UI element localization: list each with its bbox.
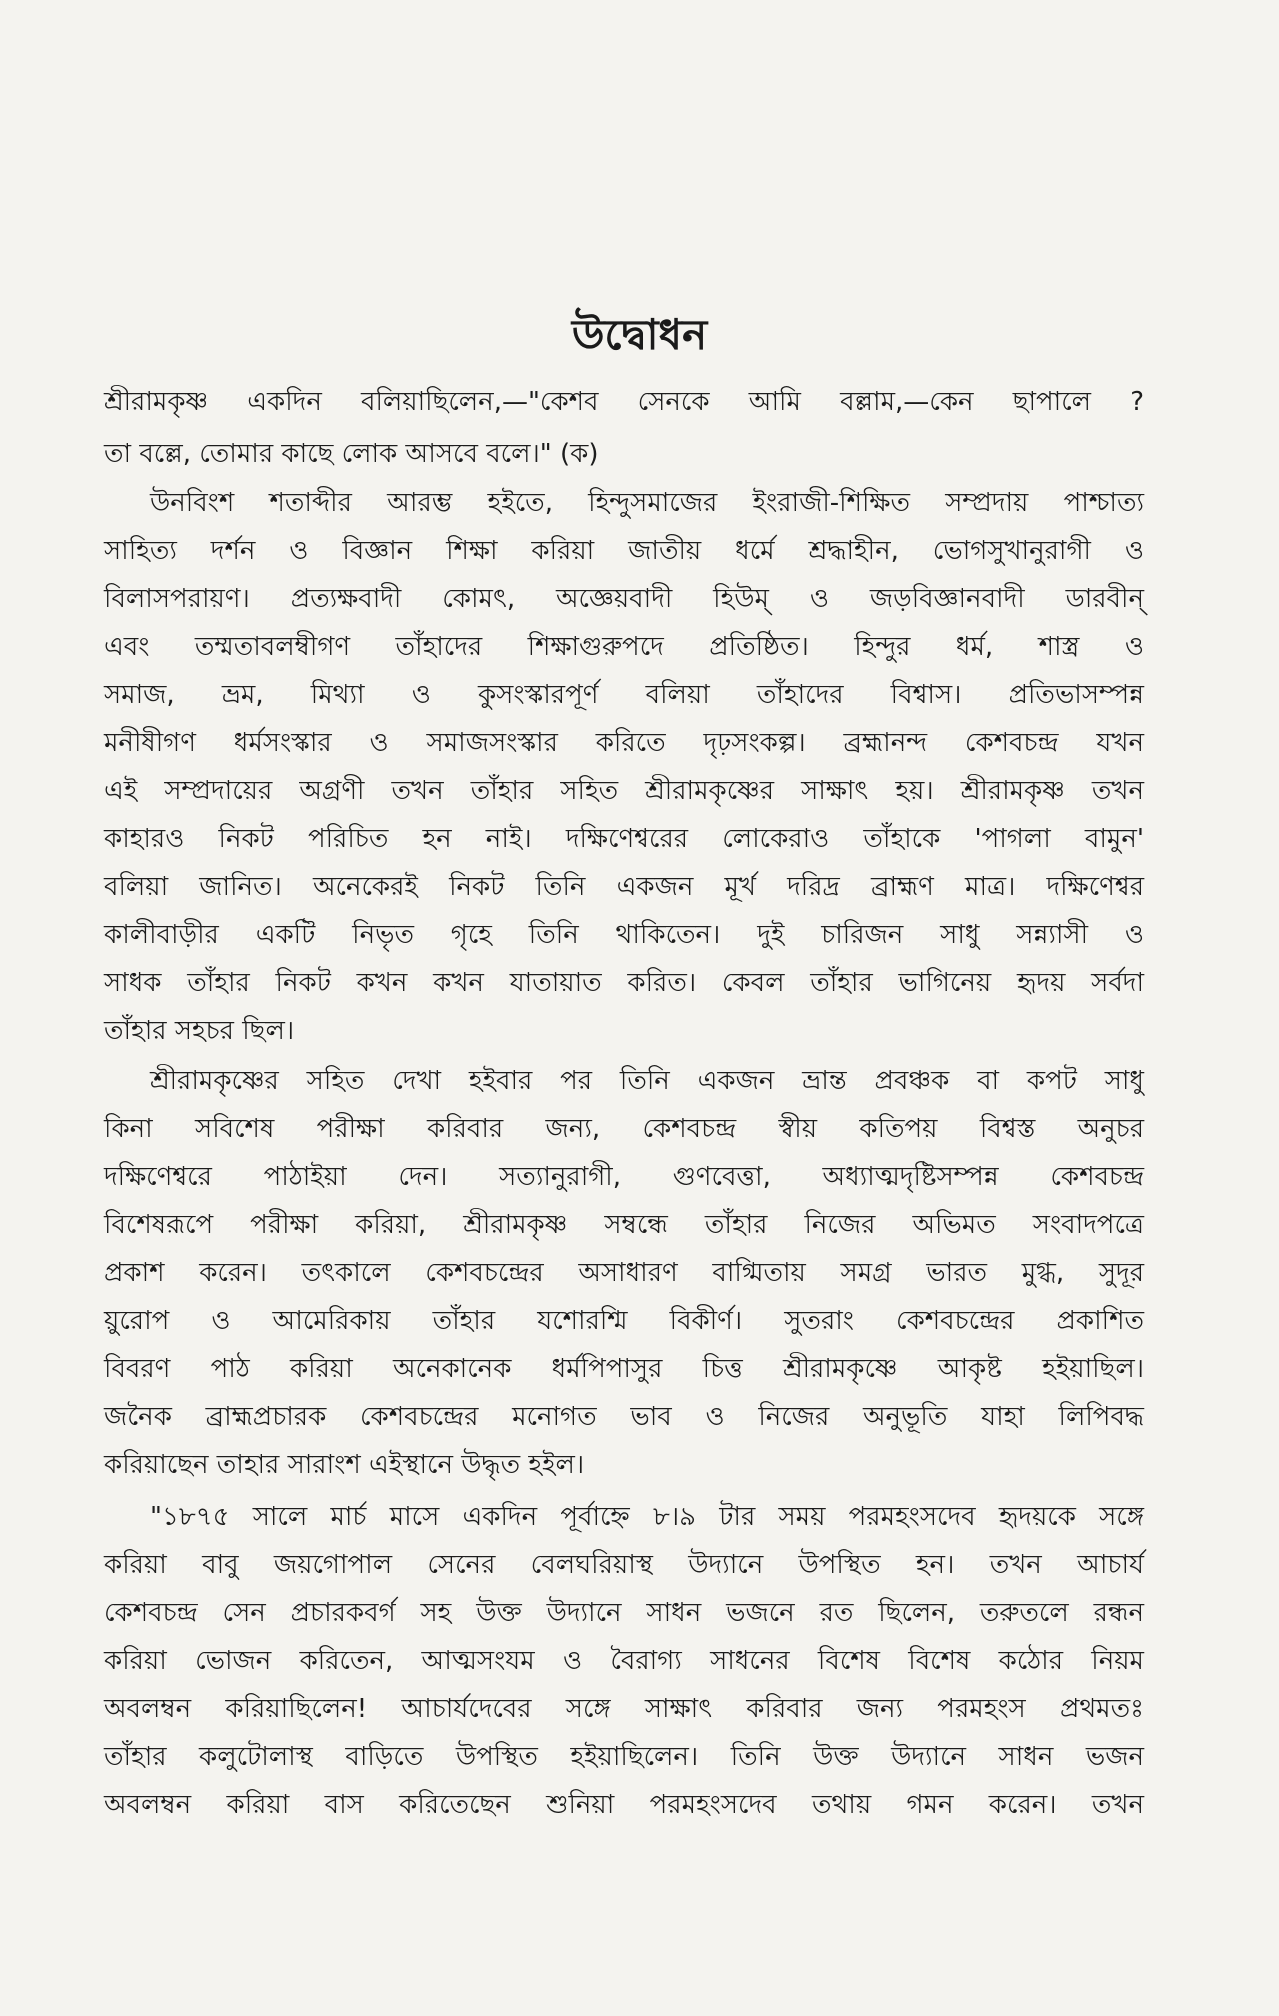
text-line: করিয়াছেন তাহার সারাংশ এইস্থানে উদ্ধৃত হইল। <box>104 1450 585 1480</box>
text-line: বিবরণ পাঠ করিয়া অনেকানেক ধর্মপিপাসুর চিত্ত শ্রীরামকৃষ্ণে আকৃষ্ট হইয়াছিল। <box>104 1354 1144 1384</box>
text-line: সমাজ, ভ্রম, মিথ্যা ও কুসংস্কারপূর্ণ বলিয়া তাঁহাদের বিশ্বাস। প্রতিভাসম্পন্ন <box>104 680 1144 710</box>
text-line: সাহিত্য দর্শন ও বিজ্ঞান শিক্ষা করিয়া জাতীয় ধর্মে শ্রদ্ধাহীন, ভোগসুখানুরাগী ও <box>104 536 1144 566</box>
text-line: কালীবাড়ীর একটি নিভৃত গৃহে তিনি থাকিতেন। দুই চারিজন সাধু সন্ন্যাসী ও <box>104 920 1144 950</box>
text-line: বিলাসপরায়ণ। প্রত্যক্ষবাদী কোমৎ, অজ্ঞেয়বাদী হিউম্ ও জড়বিজ্ঞানবাদী ডারবীন্ <box>104 584 1144 614</box>
text-line: য়ুরোপ ও আমেরিকায় তাঁহার যশোরশ্মি বিকীর্ণ। সুতরাং কেশবচন্দ্রের প্রকাশিত <box>104 1306 1144 1336</box>
text-line: সাধক তাঁহার নিকট কখন কখন যাতায়াত করিত। কেবল তাঁহার ভাগিনেয় হৃদয় সর্বদা <box>104 968 1144 998</box>
text-line: তাঁহার কলুটোলাস্থ বাড়িতে উপস্থিত হইয়াছিলেন। তিনি উক্ত উদ্যানে সাধন ভজন <box>104 1742 1144 1772</box>
text-line: "১৮৭৫ সালে মার্চ মাসে একদিন পূর্বাহ্নে ৮।৯ টার সময় পরমহংসদেব হৃদয়কে সঙ্গে <box>150 1502 1144 1532</box>
text-line: শ্রীরামকৃষ্ণ একদিন বলিয়াছিলেন,—"কেশব সেনকে আমি বল্লাম,—কেন ছাপালে ? <box>104 387 1144 417</box>
text-line: বলিয়া জানিত। অনেকেরই নিকট তিনি একজন মূর্খ দরিদ্র ব্রাহ্মণ মাত্র। দক্ষিণেশ্বর <box>104 872 1144 902</box>
text-line: করিয়া বাবু জয়গোপাল সেনের বেলঘরিয়াস্থ উদ্যানে উপস্থিত হন। তখন আচার্য <box>104 1550 1144 1580</box>
text-line: অবলম্বন করিয়া বাস করিতেছেন শুনিয়া পরমহংসদেব তথায় গমন করেন। তখন <box>104 1790 1144 1820</box>
text-line: জনৈক ব্রাহ্মপ্রচারক কেশবচন্দ্রের মনোগত ভাব ও নিজের অনুভূতি যাহা লিপিবদ্ধ <box>104 1402 1144 1432</box>
text-line: কেশবচন্দ্র সেন প্রচারকবর্গ সহ উক্ত উদ্যানে সাধন ভজনে রত ছিলেন, তরুতলে রন্ধন <box>104 1598 1144 1628</box>
page-title: উদ্বোধন <box>571 310 708 359</box>
text-line: অবলম্বন করিয়াছিলেন! আচার্যদেবের সঙ্গে সাক্ষাৎ করিবার জন্য পরমহংস প্রথমতঃ <box>104 1694 1144 1724</box>
text-line: কিনা সবিশেষ পরীক্ষা করিবার জন্য, কেশবচন্দ্র স্বীয় কতিপয় বিশ্বস্ত অনুচর <box>104 1114 1144 1144</box>
text-line: বিশেষরূপে পরীক্ষা করিয়া, শ্রীরামকৃষ্ণ সম্বন্ধে তাঁহার নিজের অভিমত সংবাদপত্রে <box>104 1210 1144 1240</box>
text-line: করিয়া ভোজন করিতেন, আত্মসংযম ও বৈরাগ্য সাধনের বিশেষ বিশেষ কঠোর নিয়ম <box>104 1646 1144 1676</box>
text-line: প্রকাশ করেন। তৎকালে কেশবচন্দ্রের অসাধারণ বাগ্মিতায় সমগ্র ভারত মুগ্ধ, সুদূর <box>104 1258 1144 1288</box>
text-line: তাঁহার সহচর ছিল। <box>104 1016 295 1046</box>
text-line: মনীষীগণ ধর্মসংস্কার ও সমাজসংস্কার করিতে দৃঢ়সংকল্প। ব্রহ্মানন্দ কেশবচন্দ্র যখন <box>104 728 1144 758</box>
text-line: কাহারও নিকট পরিচিত হন নাই। দক্ষিণেশ্বরের লোকেরাও তাঁহাকে 'পাগলা বামুন' <box>104 824 1144 854</box>
text-line: শ্রীরামকৃষ্ণের সহিত দেখা হইবার পর তিনি একজন ভ্রান্ত প্রবঞ্চক বা কপট সাধু <box>150 1066 1144 1096</box>
text-line: উনবিংশ শতাব্দীর আরম্ভ হইতে, হিন্দুসমাজের ইংরাজী-শিক্ষিত সম্প্রদায় পাশ্চাত্য <box>150 488 1144 518</box>
text-line: এবং তম্মতাবলম্বীগণ তাঁহাদের শিক্ষাগুরুপদে প্রতিষ্ঠিত। হিন্দুর ধর্ম, শাস্ত্র ও <box>104 632 1144 662</box>
text-line: এই সম্প্রদায়ের অগ্রণী তখন তাঁহার সহিত শ্রীরামকৃষ্ণের সাক্ষাৎ হয়। শ্রীরামকৃষ্ণ তখন <box>104 776 1144 806</box>
text-line: দক্ষিণেশ্বরে পাঠাইয়া দেন। সত্যানুরাগী, গুণবেত্তা, অধ্যাত্মদৃষ্টিসম্পন্ন কেশবচন্দ্র <box>104 1162 1144 1192</box>
text-line: তা বল্লে, তোমার কাছে লোক আসবে বলে।" (ক) <box>104 439 599 469</box>
